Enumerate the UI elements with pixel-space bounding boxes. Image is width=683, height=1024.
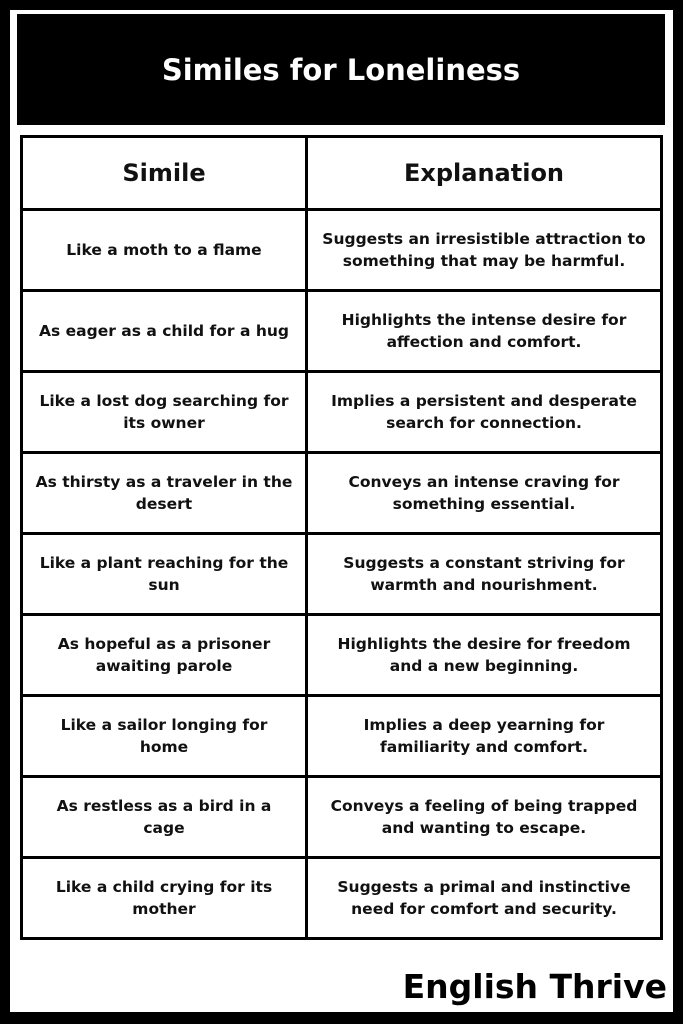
explanation-cell: Conveys an intense craving for something essential. [307, 453, 662, 534]
header-simile: Simile [22, 137, 307, 210]
explanation-cell: Suggests an irresistible attraction to something that may be harmful. [307, 210, 662, 291]
similes-table [20, 135, 663, 940]
table-row [22, 291, 662, 372]
simile-cell: Like a plant reaching for the sun [22, 534, 307, 615]
table-row [22, 858, 662, 939]
table-row [22, 372, 662, 453]
explanation-cell: Highlights the desire for freedom and a new beginning. [307, 615, 662, 696]
simile-cell: As restless as a bird in a cage [22, 777, 307, 858]
table-header-row [22, 137, 662, 210]
table-row [22, 453, 662, 534]
explanation-cell: Highlights the intense desire for affection and comfort. [307, 291, 662, 372]
explanation-cell: Suggests a constant striving for warmth and nourishment. [307, 534, 662, 615]
simile-cell: Like a child crying for its mother [22, 858, 307, 939]
table-row [22, 777, 662, 858]
explanation-cell: Conveys a feeling of being trapped and wanting to escape. [307, 777, 662, 858]
explanation-cell: Implies a persistent and desperate search for connection. [307, 372, 662, 453]
simile-cell: As eager as a child for a hug [22, 291, 307, 372]
header-explanation: Explanation [307, 137, 662, 210]
page-title: Similes for Loneliness [17, 14, 665, 125]
table-row [22, 615, 662, 696]
table-row [22, 696, 662, 777]
page [10, 10, 673, 1012]
table-row [22, 210, 662, 291]
explanation-cell: Implies a deep yearning for familiarity and comfort. [307, 696, 662, 777]
explanation-cell: Suggests a primal and instinctive need for comfort and security. [307, 858, 662, 939]
simile-cell: Like a moth to a flame [22, 210, 307, 291]
simile-cell: Like a lost dog searching for its owner [22, 372, 307, 453]
brand-watermark: English Thrive [402, 967, 667, 1006]
simile-cell: Like a sailor longing for home [22, 696, 307, 777]
table-row [22, 534, 662, 615]
simile-cell: As hopeful as a prisoner awaiting parole [22, 615, 307, 696]
simile-cell: As thirsty as a traveler in the desert [22, 453, 307, 534]
